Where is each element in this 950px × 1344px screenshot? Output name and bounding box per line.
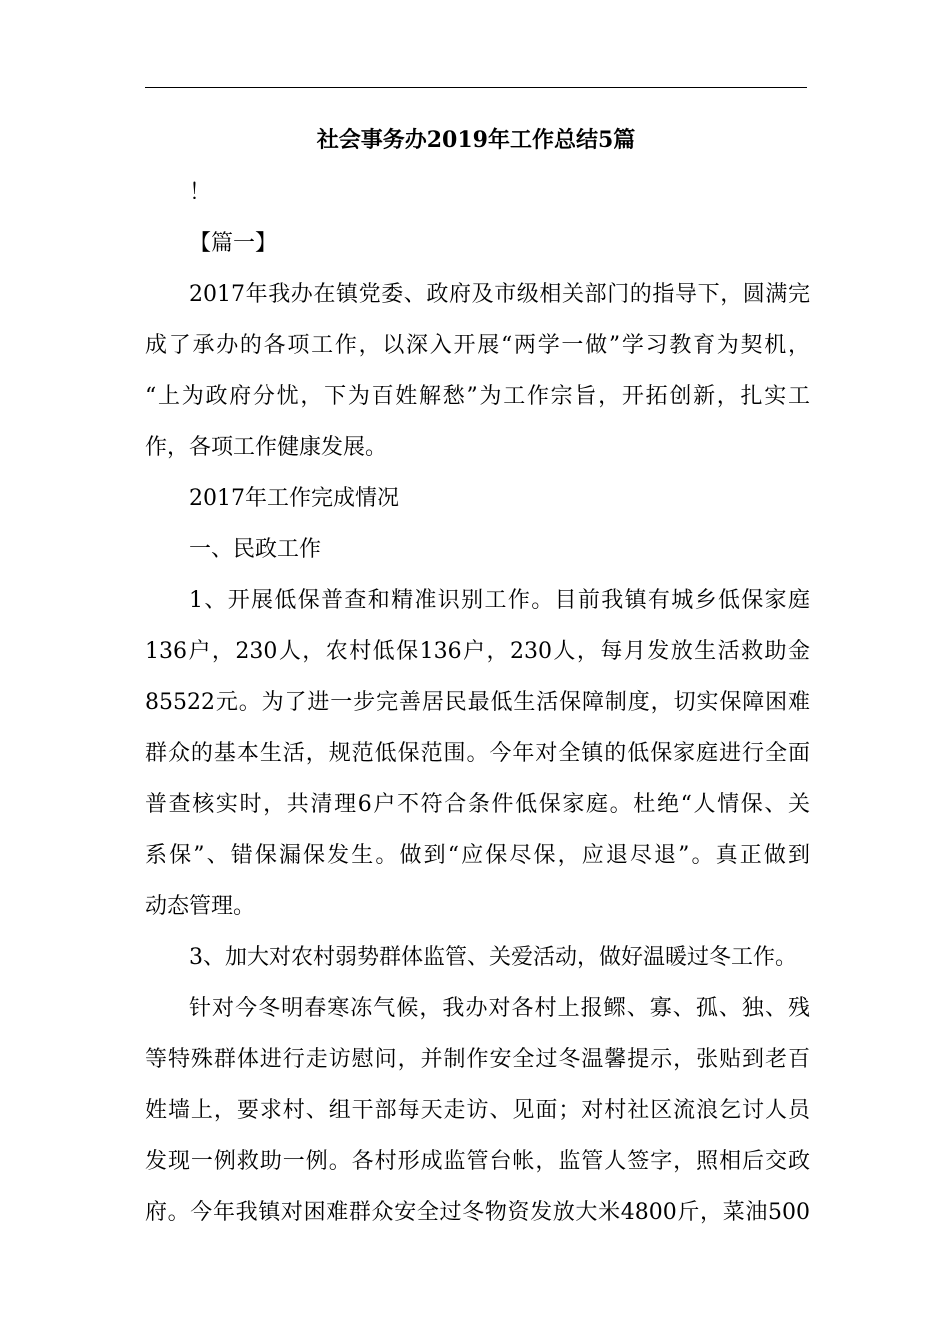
paragraph-line: 动态管理。 [145,894,256,919]
header-rule [145,87,807,88]
paragraph-line: 姓墙上，要求村、组干部每天走访、见面；对村社区流浪乞讨人员 [145,1098,810,1123]
paragraph-line: 1、开展低保普查和精准识别工作。目前我镇有城乡低保家庭 [189,588,810,613]
document-title: 社会事务办2019年工作总结5篇 [316,127,636,153]
subheading-civil-affairs: 一、民政工作 [189,537,322,562]
subheading-2017-work: 2017年工作完成情况 [189,486,399,511]
paragraph-line: 作，各项工作健康发展。 [145,435,388,460]
paragraph-line: 系保”、错保漏保发生。做到“应保尽保，应退尽退”。真正做到 [145,843,810,868]
paragraph-line: 85522元。为了进一步完善居民最低生活保障制度，切实保障困难 [145,690,810,715]
paragraph-line: 136户，230人，农村低保136户，230人，每月发放生活救助金 [145,639,810,664]
paragraph-line: 针对今冬明春寒冻气候，我办对各村上报鳏、寡、孤、独、残 [189,996,810,1021]
text-line-exclamation: ！ [189,180,212,205]
paragraph-line: “上为政府分忧，下为百姓解愁”为工作宗旨，开拓创新，扎实工 [145,384,810,409]
paragraph-line: 2017年我办在镇党委、政府及市级相关部门的指导下，圆满完 [189,282,810,307]
section-heading-part-one: 【篇一】 [189,231,278,256]
paragraph-line: 普查核实时，共清理6户不符合条件低保家庭。杜绝“人情保、关 [145,792,810,817]
paragraph-line: 群众的基本生活，规范低保范围。今年对全镇的低保家庭进行全面 [145,741,810,766]
paragraph-line: 等特殊群体进行走访慰问，并制作安全过冬温馨提示，张贴到老百 [145,1047,810,1072]
paragraph-line: 3、加大对农村弱势群体监管、关爱活动，做好温暖过冬工作。 [189,945,797,970]
paragraph-line: 府。今年我镇对困难群众安全过冬物资发放大米4800斤，菜油500 [145,1200,810,1225]
paragraph-line: 发现一例救助一例。各村形成监管台帐，监管人签字，照相后交政 [145,1149,810,1174]
paragraph-line: 成了承办的各项工作，以深入开展“两学一做”学习教育为契机， [145,333,810,358]
